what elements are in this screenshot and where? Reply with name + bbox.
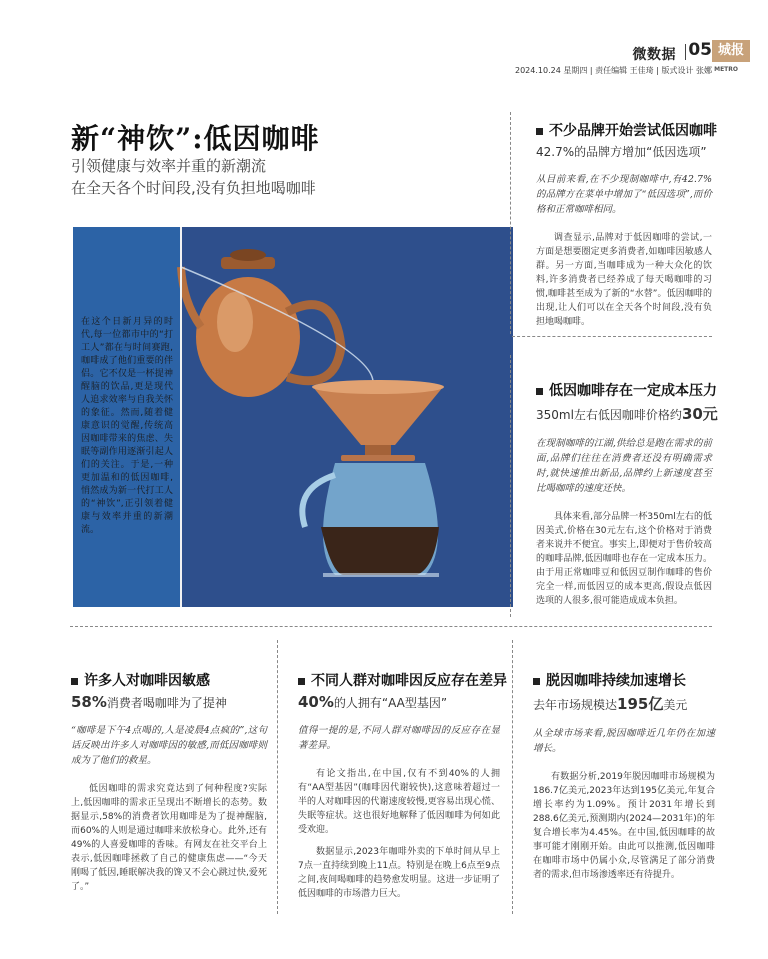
article-brands xyxy=(536,120,717,329)
article-summary: “咖啡是下午4点喝的,人是凌晨4点疯的”,这句话反映出许多人对咖啡因的敏感,而低因咖啡则成为了他们的救星。 xyxy=(71,725,267,766)
lead-subtitle-line-2: 在全天各个时间段,没有负担地喝咖啡 xyxy=(71,179,316,197)
article-summary: 值得一提的是,不同人群对咖啡因的反应存在显著差异。 xyxy=(298,725,500,751)
article-cost xyxy=(536,380,718,608)
column-rule xyxy=(510,355,511,617)
article-sensitivity xyxy=(71,670,267,894)
newspaper-badge: 城报 xyxy=(712,40,750,62)
article-body: 有论文指出,在中国,仅有不到40%的人拥有“AA型基因”(咖啡因代谢较快),这意味着超过一半的人对咖啡因的代谢速度较慢,更容易出现心慌、失眠等症状。这也很好地解释了低因咖啡为何如此受欢迎。 xyxy=(298,769,500,835)
lead-subtitle xyxy=(71,155,316,199)
article-market xyxy=(533,670,715,882)
square-bullet-icon xyxy=(533,678,540,685)
article-summary: 从全球市场来看,脱因咖啡近几年仍在加速增长。 xyxy=(533,728,715,754)
article-title: 脱因咖啡持续加速增长 xyxy=(533,670,715,690)
page-number: 05 xyxy=(688,40,712,60)
article-body: 有数据分析,2019年脱因咖啡市场规模为186.7亿美元,2023年达到195亿美元,年复合增长率约为1.09%。预计2031年增长到288.6亿美元,预测期内(2024—2031年)的年复合增长率为4.45%。在中国,低因咖啡的故事可能才刚刚开始。由此可以推测,低因咖啡在咖啡市场中仍属小众,尽管满足了部分消费者的需求,但市场渗透率还有待提升。 xyxy=(533,772,715,880)
article-summary: 在现制咖啡的江湖,供给总是跑在需求的前面,品牌们往往在消费者还没有明确需求时,就快速推出新品,品牌约上新速度甚至比喝咖啡的速度还快。 xyxy=(536,438,712,494)
article-title: 不少品牌开始尝试低因咖啡 xyxy=(536,120,712,140)
article-subtitle: 40%的人拥有“AA型基因” xyxy=(298,693,448,711)
section-rule xyxy=(512,336,712,337)
article-subtitle: 58%消费者喝咖啡为了提神 xyxy=(71,693,227,711)
article-summary: 从目前来看,在不少现制咖啡中,有42.7%的品牌方在菜单中增加了“低因选项”,而价格和正常咖啡相同。 xyxy=(536,174,712,215)
square-bullet-icon xyxy=(536,388,543,395)
article-subtitle: 42.7%的品牌方增加“低因选项” xyxy=(536,145,707,159)
header-divider xyxy=(685,44,686,60)
article-subtitle: 350ml左右低因咖啡价格约30元 xyxy=(536,405,718,423)
photo-gutter xyxy=(180,227,182,607)
section-name: 微数据 xyxy=(632,47,676,63)
article-body: 调查显示,品牌对于低因咖啡的尝试,一方面是想要圈定更多消费者,如咖啡因敏感人群。另一方面,当咖啡成为一种大众化的饮料,许多消费者已经养成了每天喝咖啡的习惯,咖啡甚至成为了新的“水替”。低因咖啡的出现,让人们可以在全天各个时间段,没有负担地喝咖啡。 xyxy=(536,233,712,327)
article-title: 许多人对咖啡因敏感 xyxy=(71,670,267,690)
article-body: 具体来看,部分品牌一杯350ml左右的低因美式,价格在30元左右,这个价格对于消费者来说并不便宜。事实上,即便对于售价较高的咖啡品牌,低因咖啡也存在一定成本压力。由于用正常咖啡豆和低因豆制作咖啡的售价完全一样,而低因豆的成本更高,假设点低因选项的人很多,很可能造成成本负担。 xyxy=(536,512,712,606)
article-title: 不同人群对咖啡因反应存在差异 xyxy=(298,670,500,690)
article-title: 低因咖啡存在一定成本压力 xyxy=(536,380,712,400)
square-bullet-icon xyxy=(298,678,305,685)
article-subtitle: 去年市场规模达195亿美元 xyxy=(533,695,688,713)
article-body: 低因咖啡的需求究竟达到了何种程度?实际上,低因咖啡的需求正呈现出不断增长的态势。数据显示,58%的消费者饮用咖啡是为了提神醒脑,而60%的人则是通过咖啡来放松身心。此外,还有49%的人喜爱咖啡的香味。有网友在社交平台上表示,低因咖啡拯救了自己的健康焦虑——“今天刚喝了低因,睡眠解决我的馋又不会心跳过快,爱死了。” xyxy=(71,784,267,892)
lead-title: 新“神饮”:低因咖啡 xyxy=(71,122,320,155)
article-body-2: 数据显示,2023年咖啡外卖的下单时间从早上7点一直持续到晚上11点。特别是在晚上6点至9点之间,夜间喝咖啡的趋势愈发明显。这进一步证明了低因咖啡的市场潜力巨大。 xyxy=(298,847,500,899)
column-rule xyxy=(512,640,513,914)
square-bullet-icon xyxy=(71,678,78,685)
square-bullet-icon xyxy=(536,128,543,135)
lead-subtitle-line-1: 引领健康与效率并重的新潮流 xyxy=(71,157,267,175)
lead-intro-text: 在这个日新月异的时代,每一位都市中的“打工人”都在与时间赛跑,咖啡成了他们重要的伴侣。它不仅是一杯提神醒脑的饮品,更是现代人追求效率与自我关怀的象征。然而,随着健康意识的觉醒,传统高因咖啡带来的焦虑、失眠等副作用逐渐引起人们的关注。于是,一种更加温和的低因咖啡,悄然成为新一代打工人的“神饮”,正引领着健康与效率并重的新潮流。 xyxy=(81,317,173,535)
column-rule xyxy=(510,112,511,334)
issue-meta: 2024.10.24 星期四 | 责任编辑 王佳琦 | 版式设计 张娜 xyxy=(515,66,712,75)
article-genes xyxy=(298,670,507,901)
column-rule xyxy=(277,640,278,914)
metro-label: METRO xyxy=(714,66,738,73)
section-rule xyxy=(70,626,712,627)
